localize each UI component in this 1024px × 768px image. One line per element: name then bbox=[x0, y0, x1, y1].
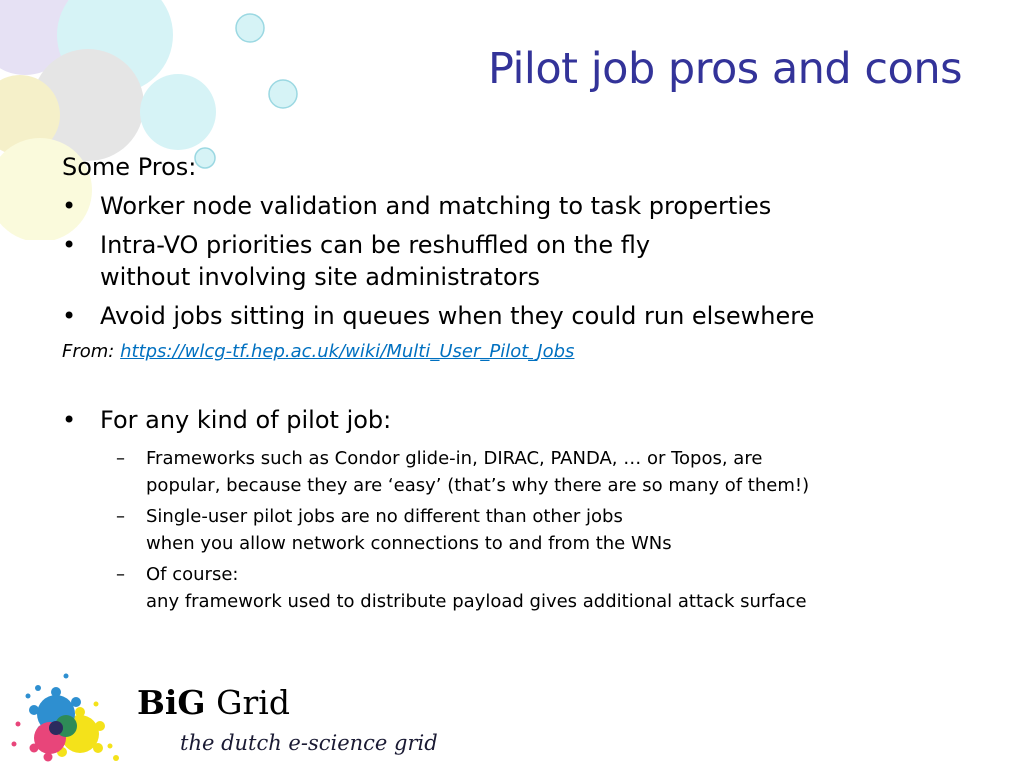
source-prefix: From: bbox=[62, 340, 115, 362]
sub-item bbox=[62, 561, 1012, 615]
pros-item bbox=[62, 301, 1012, 332]
dash-icon: – bbox=[116, 505, 125, 527]
sub-item-text-cont: when you allow network connections to and from the WNs bbox=[146, 532, 672, 554]
pros-item-text: Intra-VO priorities can be reshuffled on the fly bbox=[100, 231, 651, 260]
sub-item bbox=[62, 445, 1012, 499]
pros-item-text: Worker node validation and matching to task properties bbox=[100, 192, 772, 221]
section-heading: For any kind of pilot job: bbox=[100, 406, 392, 435]
biggrid-logo-icon bbox=[0, 662, 135, 768]
sub-item-text-cont: popular, because they are ‘easy’ (that’s why there are so many of them!) bbox=[146, 474, 810, 496]
dash-icon: – bbox=[116, 563, 125, 585]
slide-body bbox=[62, 152, 1012, 619]
logo-big: BiG bbox=[137, 683, 206, 722]
logo-grid: Grid bbox=[216, 683, 290, 722]
bullet-icon: • bbox=[62, 301, 77, 330]
pros-item bbox=[62, 191, 1012, 222]
source-link[interactable]: https://wlcg-tf.hep.ac.uk/wiki/Multi_User_Pilot_Jobs bbox=[120, 340, 575, 362]
bullet-icon: • bbox=[62, 231, 77, 260]
sub-item-text-cont: any framework used to distribute payload gives additional attack surface bbox=[146, 590, 807, 612]
biggrid-logo-text bbox=[137, 683, 438, 755]
pros-heading: Some Pros: bbox=[62, 153, 197, 181]
pros-item-text: Avoid jobs sitting in queues when they could run elsewhere bbox=[100, 301, 815, 330]
sub-item-text: Of course: bbox=[146, 563, 239, 585]
sub-item-text: Frameworks such as Condor glide-in, DIRAC, PANDA, … or Topos, are bbox=[146, 447, 763, 469]
dash-icon: – bbox=[116, 447, 125, 469]
pros-item-text-cont: without involving site administrators bbox=[100, 262, 541, 291]
slide-title: Pilot job pros and cons bbox=[487, 44, 962, 94]
pros-item bbox=[62, 230, 1012, 292]
section-heading-item bbox=[62, 405, 1012, 436]
sub-item bbox=[62, 503, 1012, 557]
sub-item-text: Single-user pilot jobs are no different than other jobs bbox=[146, 505, 623, 527]
bullet-icon: • bbox=[62, 192, 77, 221]
logo-tagline: the dutch e-science grid bbox=[180, 731, 438, 755]
bullet-icon: • bbox=[62, 406, 77, 435]
source-note bbox=[62, 340, 1012, 363]
